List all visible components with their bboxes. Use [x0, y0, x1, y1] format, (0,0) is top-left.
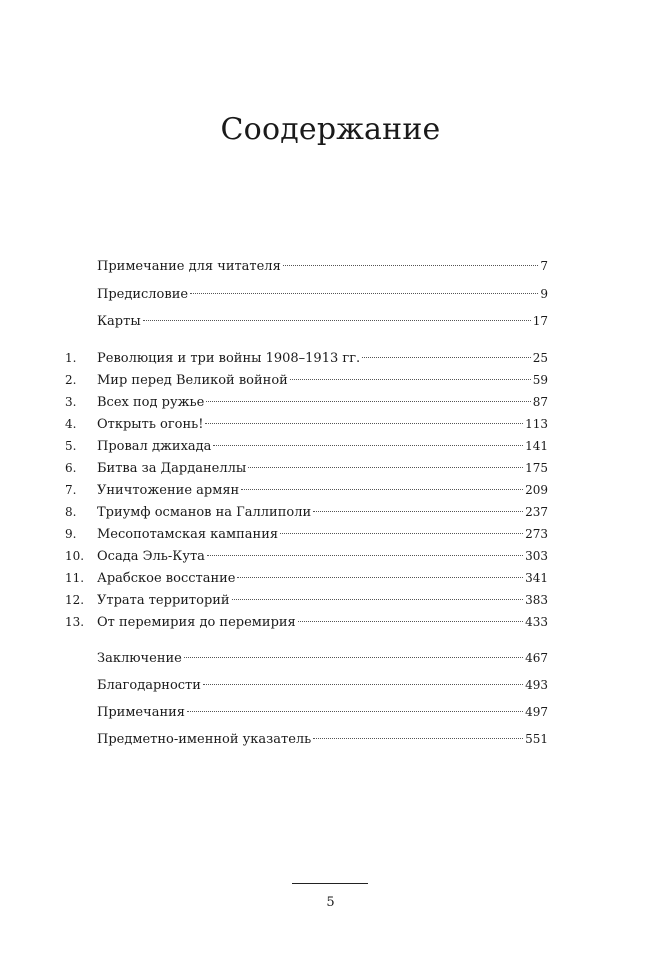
leader-dots	[280, 533, 523, 534]
leader-dots	[206, 401, 530, 402]
chapter-number: 3.	[65, 395, 77, 409]
entry-page: 25	[532, 351, 548, 365]
entry-title: Примечания	[97, 705, 186, 720]
entry-page: 7	[540, 259, 548, 273]
entry-title: От перемирия до перемирия	[97, 615, 296, 630]
toc-chapter	[0, 501, 661, 523]
entry-title: Революция и три войны 1908–1913 гг.	[97, 351, 361, 366]
chapter-number: 10.	[65, 549, 85, 563]
entry-title: Примечание для читателя	[97, 259, 281, 274]
entry-title: Заключение	[97, 651, 182, 666]
leader-dots	[248, 467, 523, 468]
entry-page: 209	[525, 483, 548, 497]
toc-chapter	[0, 545, 661, 567]
entry-title: Предисловие	[97, 287, 189, 302]
entry-page: 17	[532, 314, 548, 328]
entry-page: 141	[525, 439, 548, 453]
toc-entry	[0, 674, 661, 696]
page-title: Соодержание	[220, 112, 441, 148]
entry-page: 433	[525, 615, 548, 629]
entry-title: Осада Эль-Кута	[97, 549, 205, 564]
entry-title: Мир перед Великой войной	[97, 373, 288, 388]
chapter-number: 8.	[65, 505, 77, 519]
entry-title: Благодарности	[97, 678, 201, 693]
footer-page-number: 5	[326, 895, 335, 910]
toc-chapter	[0, 413, 661, 435]
leader-dots	[313, 511, 523, 512]
leader-dots	[298, 621, 523, 622]
entry-title: Уничтожение армян	[97, 483, 240, 498]
chapter-number: 12.	[65, 593, 85, 607]
leader-dots	[203, 684, 523, 685]
chapter-number: 9.	[65, 527, 77, 541]
toc-chapter	[0, 347, 661, 369]
entry-title: Всех под ружье	[97, 395, 205, 410]
toc-chapter	[0, 567, 661, 589]
leader-dots	[207, 555, 523, 556]
leader-dots	[283, 265, 539, 266]
entry-page: 87	[532, 395, 548, 409]
chapter-number: 2.	[65, 373, 77, 387]
leader-dots	[143, 320, 531, 321]
leader-dots	[213, 445, 523, 446]
toc-chapter	[0, 369, 661, 391]
entry-title: Утрата территорий	[97, 593, 230, 608]
toc-entry	[0, 255, 661, 277]
entry-title: Провал джихада	[97, 439, 212, 454]
entry-title: Битва за Дарданеллы	[97, 461, 247, 476]
leader-dots	[362, 357, 531, 358]
entry-page: 9	[540, 287, 548, 301]
chapter-number: 1.	[65, 351, 77, 365]
entry-title: Месопотамская кампания	[97, 527, 279, 542]
chapter-number: 7.	[65, 483, 77, 497]
entry-page: 113	[525, 417, 548, 431]
entry-title: Карты	[97, 314, 141, 329]
chapter-number: 6.	[65, 461, 77, 475]
entry-title: Арабское восстание	[97, 571, 236, 586]
chapter-number: 5.	[65, 439, 77, 453]
leader-dots	[290, 379, 531, 380]
entry-title: Предметно-именной указатель	[97, 732, 312, 747]
entry-page: 175	[525, 461, 548, 475]
leader-dots	[313, 738, 523, 739]
entry-page: 341	[525, 571, 548, 585]
leader-dots	[205, 423, 523, 424]
entry-page: 467	[525, 651, 548, 665]
leader-dots	[190, 293, 538, 294]
toc-entry	[0, 310, 661, 332]
entry-page: 59	[532, 373, 548, 387]
toc-chapter	[0, 391, 661, 413]
entry-page: 497	[525, 705, 548, 719]
chapter-number: 11.	[65, 571, 85, 585]
toc-entry	[0, 647, 661, 669]
entry-page: 303	[525, 549, 548, 563]
toc-chapter	[0, 523, 661, 545]
entry-title: Открыть огонь!	[97, 417, 204, 432]
entry-page: 493	[525, 678, 548, 692]
toc-chapter	[0, 611, 661, 633]
toc-chapter	[0, 435, 661, 457]
toc-chapter	[0, 479, 661, 501]
leader-dots	[187, 711, 523, 712]
toc-chapter	[0, 457, 661, 479]
footer-rule	[292, 883, 368, 884]
toc-entry	[0, 701, 661, 723]
entry-page: 383	[525, 593, 548, 607]
toc-chapter	[0, 589, 661, 611]
entry-page: 551	[525, 732, 548, 746]
chapter-number: 4.	[65, 417, 77, 431]
leader-dots	[232, 599, 523, 600]
toc-entry	[0, 728, 661, 750]
leader-dots	[241, 489, 523, 490]
leader-dots	[237, 577, 523, 578]
toc-entry	[0, 283, 661, 305]
entry-page: 237	[525, 505, 548, 519]
chapter-number: 13.	[65, 615, 85, 629]
entry-page: 273	[525, 527, 548, 541]
entry-title: Триумф османов на Галлиполи	[97, 505, 312, 520]
leader-dots	[184, 657, 523, 658]
